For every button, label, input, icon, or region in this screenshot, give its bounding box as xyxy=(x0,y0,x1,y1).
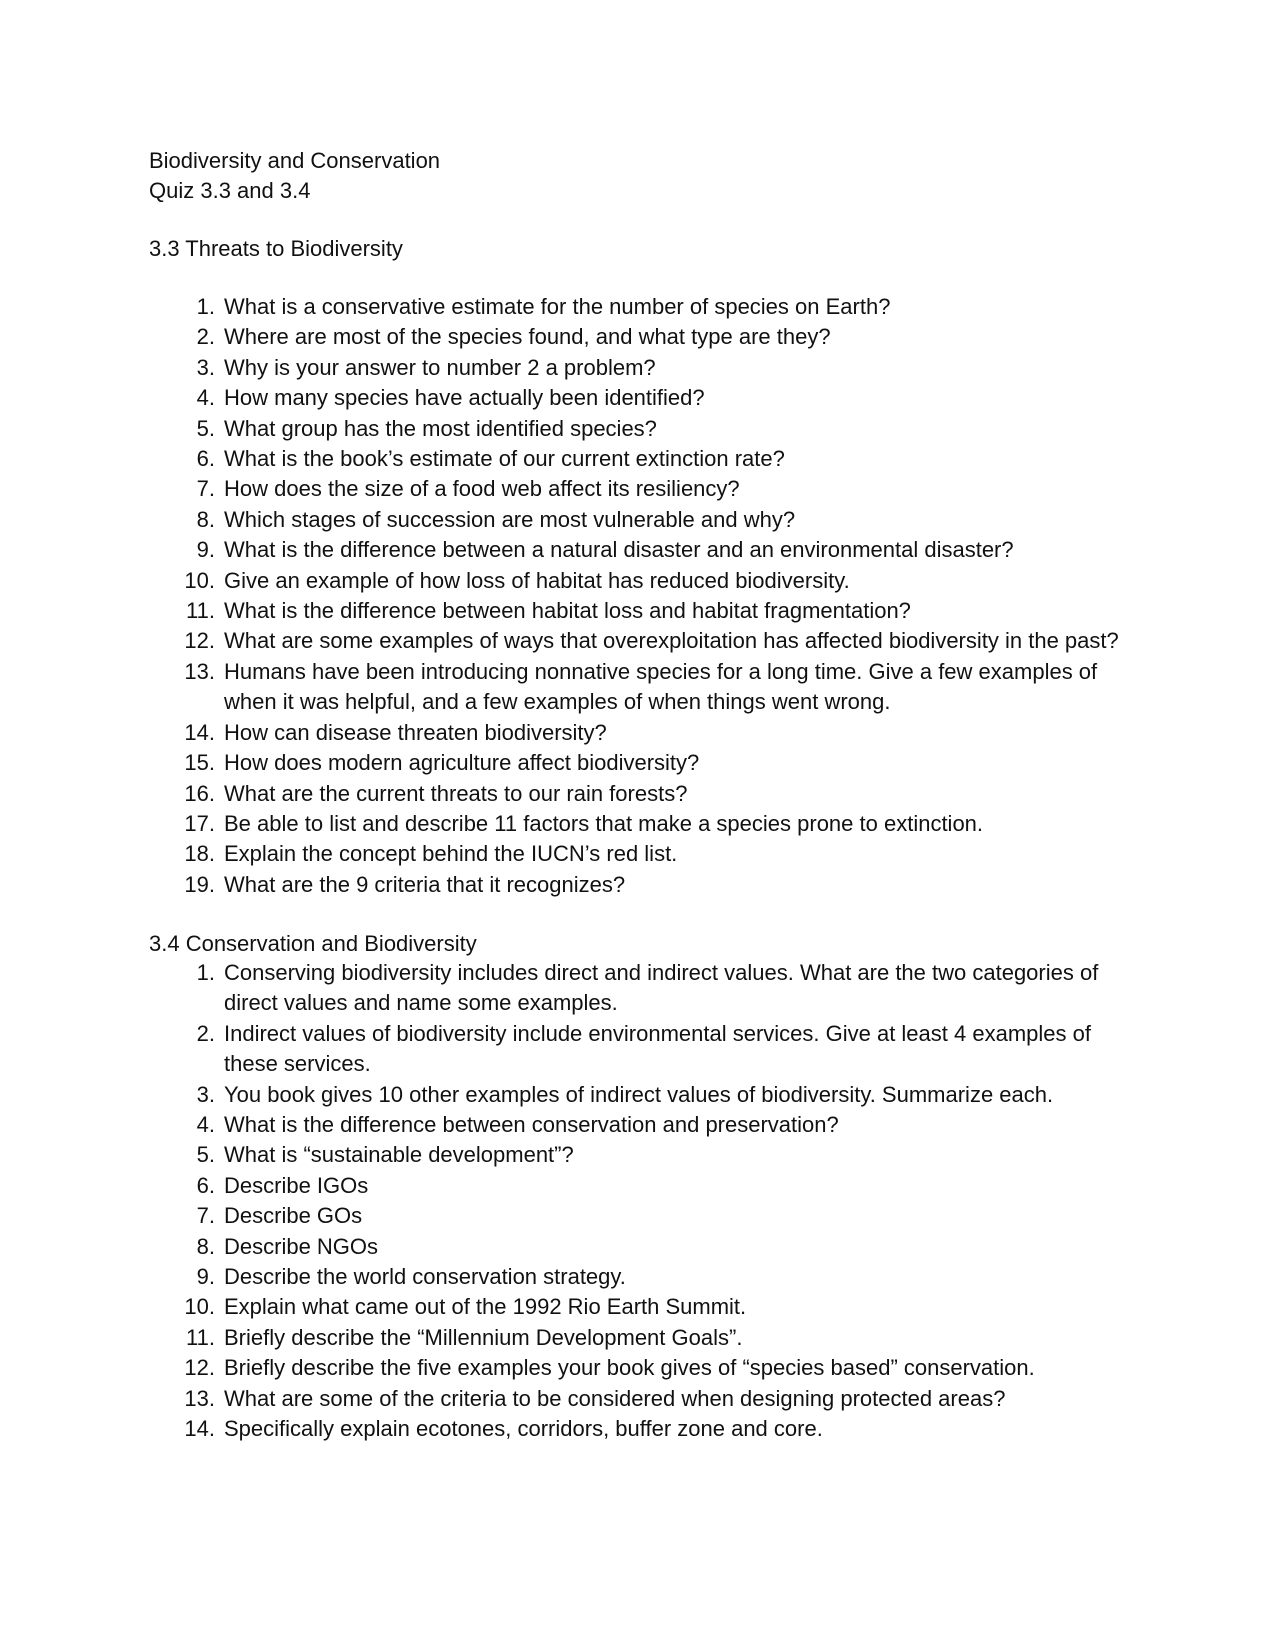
question-text: Explain what came out of the 1992 Rio Earth Summit. xyxy=(224,1294,747,1320)
question-item xyxy=(149,958,1129,1019)
question-item xyxy=(149,1384,1129,1414)
question-number: 13. xyxy=(184,658,215,684)
question-list-threats xyxy=(149,292,1129,900)
question-text: Where are most of the species found, and what type are they? xyxy=(224,324,831,350)
question-item xyxy=(149,505,1129,535)
question-text: Briefly describe the five examples your book gives of “species based” conservation. xyxy=(224,1355,1035,1381)
question-number: 8. xyxy=(196,1233,215,1259)
question-text: Why is your answer to number 2 a problem? xyxy=(224,354,656,380)
question-number: 7. xyxy=(196,476,215,502)
question-item xyxy=(149,322,1129,352)
question-number: 3. xyxy=(196,1081,215,1107)
question-text: What are some examples of ways that overexploitation has affected biodiversity in the past? xyxy=(224,628,1119,654)
question-text: Indirect values of biodiversity include environmental services. Give at least 4 examples of these services. xyxy=(224,1020,1091,1077)
question-text: You book gives 10 other examples of indirect values of biodiversity. Summarize each. xyxy=(224,1081,1054,1107)
question-item xyxy=(149,1080,1129,1110)
question-number: 19. xyxy=(184,871,215,897)
question-number: 1. xyxy=(196,294,215,319)
question-number: 5. xyxy=(196,1142,215,1168)
question-item xyxy=(149,1323,1129,1353)
question-number: 9. xyxy=(196,1264,215,1290)
question-item xyxy=(149,566,1129,596)
question-item xyxy=(149,1201,1129,1231)
question-item xyxy=(149,535,1129,565)
question-item xyxy=(149,1414,1129,1444)
question-text: What are the 9 criteria that it recognizes? xyxy=(224,871,626,897)
question-number: 10. xyxy=(184,1294,215,1320)
question-text: Humans have been introducing nonnative species for a long time. Give a few examples of when it was helpful, and a few examples of when things went wrong. xyxy=(224,658,1098,715)
question-item xyxy=(149,444,1129,474)
question-text: What is the book’s estimate of our current extinction rate? xyxy=(224,446,785,472)
question-number: 7. xyxy=(196,1203,215,1229)
question-item xyxy=(149,1353,1129,1383)
question-text: Briefly describe the “Millennium Development Goals”. xyxy=(224,1324,743,1350)
question-number: 8. xyxy=(196,506,215,532)
question-text: What is a conservative estimate for the number of species on Earth? xyxy=(224,294,891,319)
question-item xyxy=(149,1171,1129,1201)
question-number: 14. xyxy=(184,1416,215,1442)
section-heading-conservation: 3.4 Conservation and Biodiversity xyxy=(149,931,477,956)
question-number: 2. xyxy=(196,1020,215,1046)
question-number: 1. xyxy=(196,960,215,985)
question-item xyxy=(149,383,1129,413)
question-text: Explain the concept behind the IUCN’s red list. xyxy=(224,841,678,867)
question-number: 4. xyxy=(196,385,215,411)
question-number: 4. xyxy=(196,1112,215,1138)
question-text: Describe GOs xyxy=(224,1203,363,1229)
question-text: What is the difference between conservation and preservation? xyxy=(224,1112,839,1138)
question-text: Be able to list and describe 11 factors that make a species prone to extinction. xyxy=(224,810,984,836)
question-text: How does modern agriculture affect biodiversity? xyxy=(224,750,700,776)
question-number: 18. xyxy=(184,841,215,867)
question-number: 2. xyxy=(196,324,215,350)
question-number: 14. xyxy=(184,719,215,745)
question-text: What is “sustainable development”? xyxy=(224,1142,574,1168)
question-item xyxy=(149,292,1129,322)
question-item xyxy=(149,839,1129,869)
question-number: 11. xyxy=(186,598,215,624)
question-item xyxy=(149,626,1129,656)
question-text: Specifically explain ecotones, corridors, buffer zone and core. xyxy=(224,1416,823,1442)
question-number: 6. xyxy=(196,1172,215,1198)
question-number: 10. xyxy=(184,567,215,593)
question-number: 11. xyxy=(186,1324,215,1350)
question-item xyxy=(149,1292,1129,1322)
question-item xyxy=(149,474,1129,504)
question-text: What are some of the criteria to be considered when designing protected areas? xyxy=(224,1385,1006,1411)
document-title: Biodiversity and Conservation xyxy=(149,148,441,173)
document-subtitle: Quiz 3.3 and 3.4 xyxy=(149,178,311,203)
question-text: Give an example of how loss of habitat has reduced biodiversity. xyxy=(224,567,850,593)
question-item xyxy=(149,353,1129,383)
question-text: Describe IGOs xyxy=(224,1172,369,1198)
question-number: 6. xyxy=(196,446,215,472)
question-number: 5. xyxy=(196,415,215,441)
question-text: Describe the world conservation strategy. xyxy=(224,1264,626,1290)
question-item xyxy=(149,1232,1129,1262)
question-text: Which stages of succession are most vulnerable and why? xyxy=(224,506,796,532)
question-number: 9. xyxy=(196,537,215,563)
question-number: 16. xyxy=(184,780,215,806)
question-item xyxy=(149,657,1129,718)
question-text: What is the difference between a natural disaster and an environmental disaster? xyxy=(224,537,1014,563)
question-text: What group has the most identified species? xyxy=(224,415,657,441)
question-number: 13. xyxy=(184,1385,215,1411)
question-text: Conserving biodiversity includes direct and indirect values. What are the two categories of direct values and name some examples. xyxy=(224,960,1099,1016)
question-number: 15. xyxy=(184,750,215,776)
question-text: Describe NGOs xyxy=(224,1233,379,1259)
question-item xyxy=(149,1140,1129,1170)
section-heading-threats: 3.3 Threats to Biodiversity xyxy=(149,236,403,261)
question-number: 12. xyxy=(184,1355,215,1381)
question-text: How can disease threaten biodiversity? xyxy=(224,719,607,745)
question-item xyxy=(149,748,1129,778)
question-number: 12. xyxy=(184,628,215,654)
question-text: How does the size of a food web affect its resiliency? xyxy=(224,476,740,502)
question-item xyxy=(149,779,1129,809)
question-text: What is the difference between habitat loss and habitat fragmentation? xyxy=(224,598,911,624)
question-list-conservation xyxy=(149,958,1129,1445)
question-item xyxy=(149,870,1129,900)
question-item xyxy=(149,809,1129,839)
question-item xyxy=(149,1110,1129,1140)
question-item xyxy=(149,1262,1129,1292)
question-item xyxy=(149,1019,1129,1080)
question-text: How many species have actually been identified? xyxy=(224,385,705,411)
question-number: 17. xyxy=(184,810,215,836)
question-text: What are the current threats to our rain forests? xyxy=(224,780,688,806)
question-item xyxy=(149,414,1129,444)
question-item xyxy=(149,718,1129,748)
question-item xyxy=(149,596,1129,626)
question-number: 3. xyxy=(196,354,215,380)
